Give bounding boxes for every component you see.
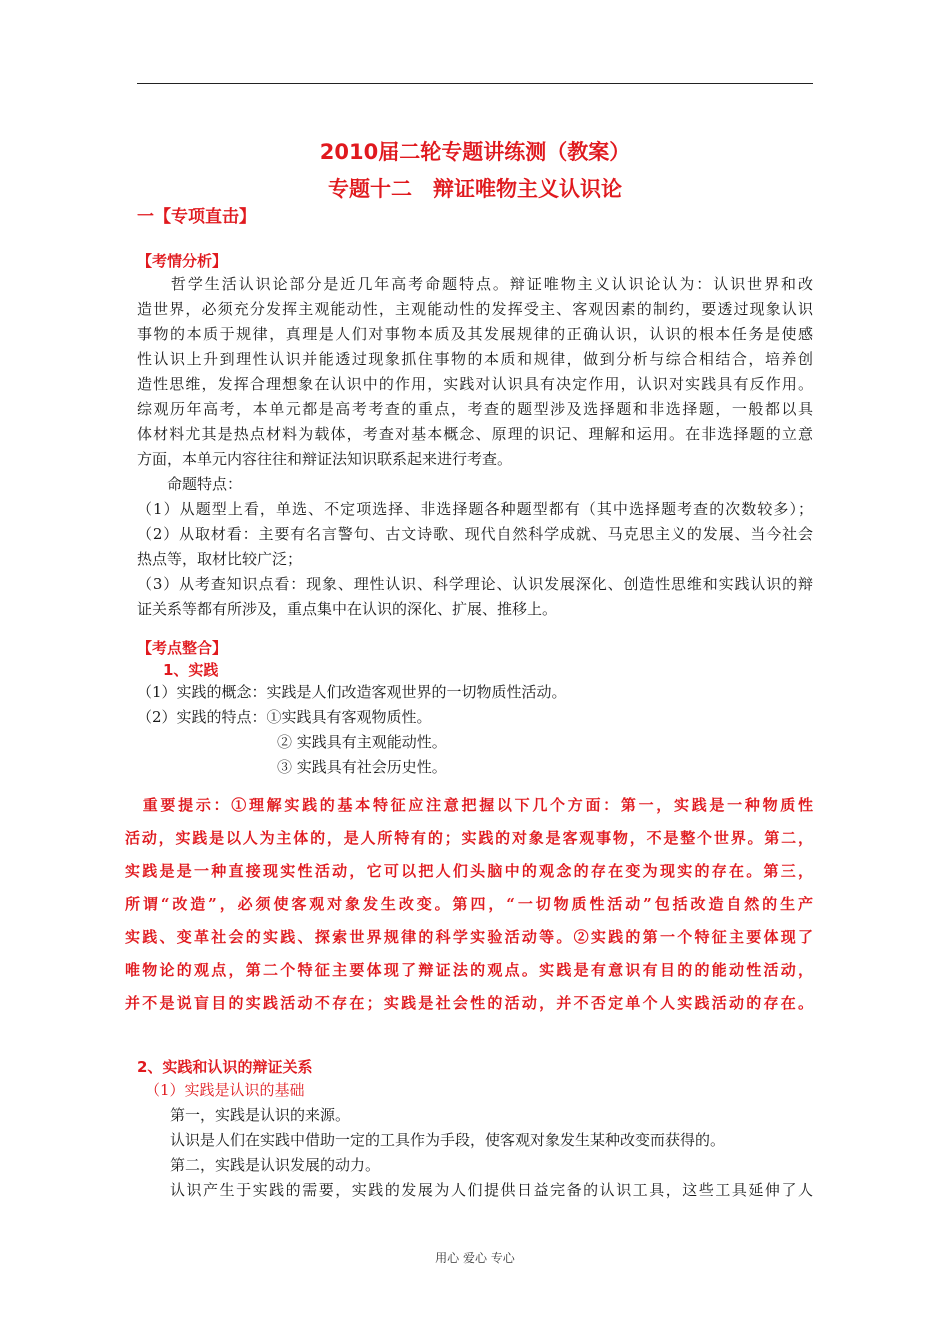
- header-rule: [137, 83, 813, 84]
- text-line: 认识是人们在实践中借助一定的工具作为手段，使客观对象发生某种改变而获得的。: [170, 1131, 726, 1149]
- point-line: 热点等，取材比较广泛；: [137, 550, 303, 568]
- text-line: 第二，实践是认识发展的动力。: [170, 1156, 381, 1174]
- text-line: （1）实践的概念：实践是人们改造客观世界的一切物质性活动。: [137, 683, 567, 701]
- heading-shijian-renshi: 2、实践和认识的辩证关系: [137, 1058, 313, 1076]
- document-title: 2010届二轮专题讲练测（教案）: [319, 140, 631, 164]
- text-line: 方面，本单元内容往往和辩证法知识联系起来进行考查。: [137, 450, 513, 468]
- text-line: （1）实践是认识的基础: [145, 1081, 305, 1099]
- shijian-jichu-body: [170, 1103, 813, 1203]
- text-line: （2）实践的特点：①实践具有客观物质性。: [137, 708, 432, 726]
- subheading-shijian-jichu: [145, 1078, 821, 1103]
- shijian-list: [137, 680, 813, 780]
- point-line: （3）从考查知识点看：现象、理性认识、科学理论、认识发展深化、创造性思维和实践认识的辩: [137, 575, 813, 593]
- heading-kaodian: 【考点整合】: [137, 639, 228, 657]
- important-tip: [125, 789, 813, 1020]
- tip-line: 唯物论的观点，第二个特征主要体现了辩证法的观点。实践是有意识有目的的能动性活动，: [125, 961, 813, 979]
- tip-line: 活动，实践是以人为主体的，是人所特有的；实践的对象是客观事物，不是整个世界。第二，: [125, 829, 813, 847]
- page-footer: 用心 爱心 专心: [435, 1251, 515, 1265]
- text-line: 造世界，必须充分发挥主观能动性，主观能动性的发挥受主、客观因素的制约，要透过现象认识: [137, 300, 813, 318]
- heading-kaoqing: 【考情分析】: [137, 252, 228, 270]
- text-line: 性认识上升到理性认识并能透过现象抓住事物的本质和规律，做到分析与综合相结合，培养创: [137, 350, 813, 368]
- text-line: ② 实践具有主观能动性。: [277, 733, 447, 751]
- point-line: （1）从题型上看，单选、不定项选择、非选择题各种题型都有（其中选择题考查的次数较多）；: [137, 500, 813, 518]
- text-line: 综观历年高考，本单元都是高考考查的重点，考查的题型涉及选择题和非选择题，一般都以具: [137, 400, 813, 418]
- point-line: 证关系等都有所涉及，重点集中在认识的深化、扩展、推移上。: [137, 600, 558, 618]
- tip-line: 重要提示：①理解实践的基本特征应注意把握以下几个方面：第一，实践是一种物质性: [125, 796, 813, 814]
- tip-line: 实践、变革社会的实践、探索世界规律的科学实验活动等。②实践的第一个特征主要体现了: [125, 928, 813, 946]
- text-line: ③ 实践具有社会历史性。: [277, 758, 447, 776]
- text-line: 体材料尤其是热点材料为载体，考查对基本概念、原理的识记、理解和运用。在非选择题的立意: [137, 425, 813, 443]
- text-line: 事物的本质于规律，真理是人们对事物本质及其发展规律的正确认识，认识的根本任务是使感: [137, 325, 813, 343]
- text-line: 造性思维，发挥合理想象在认识中的作用，实践对认识具有决定作用，认识对实践具有反作用。: [137, 375, 813, 393]
- kaoqing-paragraph: [137, 272, 813, 622]
- point-line: （2）从取材看：主要有名言警句、古文诗歌、现代自然科学成就、马克思主义的发展、当今社会: [137, 525, 813, 543]
- document-subtitle: 专题十二 辩证唯物主义认识论: [328, 177, 622, 201]
- mingti-label: 命题特点：: [137, 475, 243, 493]
- text-line: 第一，实践是认识的来源。: [170, 1106, 351, 1124]
- subheading-shijian: 1、实践: [163, 661, 219, 679]
- section-heading-zhuanxiang: 一【专项直击】: [137, 207, 256, 227]
- tip-line: 并不是说盲目的实践活动不存在；实践是社会性的活动，并不否定单个人实践活动的存在。: [125, 994, 813, 1012]
- text-line: 哲学生活认识论部分是近几年高考命题特点。辩证唯物主义认识论认为：认识世界和改: [137, 275, 813, 293]
- text-line: 认识产生于实践的需要，实践的发展为人们提供日益完备的认识工具，这些工具延伸了人: [170, 1181, 813, 1199]
- tip-line: 所谓“改造”，必须使客观对象发生改变。第四，“一切物质性活动”包括改造自然的生产: [125, 895, 813, 913]
- tip-line: 实践是是一种直接现实性活动，它可以把人们头脑中的观念的存在变为现实的存在。第三，: [125, 862, 813, 880]
